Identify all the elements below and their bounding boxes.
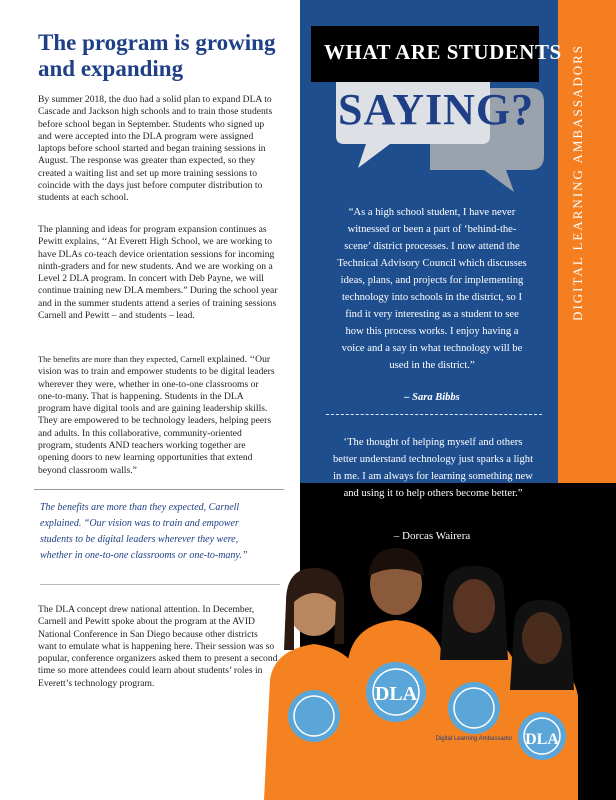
heading-banner-text: WHAT ARE STUDENTS [324,40,562,64]
saying-heading: SAYING? [338,85,535,134]
quote-attribution: – Dorcas Wairera [393,530,471,542]
orange-sidebar [558,0,616,483]
divider [40,584,280,585]
student-photo [262,540,578,800]
left-column [0,0,300,800]
body-paragraph: The DLA concept drew national attention. In December, Carnell and Pewitt spoke about the program at the AVID National Conference in San Diego because other districts want to emulate what is happening here. Their session was so popular, conference organizers asked them to present a second time so more attendees could learn about students’ roles in Everett’s technology program. [38,604,278,689]
student-quote: ‘The thought of helping myself and others better understand technology just sparks a light in me. I am always for learning something new and using it to help others become better.” [332,437,534,499]
divider [34,489,284,490]
shirt-logo-text: DLA [525,731,559,748]
paragraph-text: explained. ‘‘Our vision was to train and empower students to be digital leaders wherever they were, whether in one-to-one classrooms or one-to-many. That is happening. Students in the DLA program have digital tools and are gaining leadership skills. They are empowered to be technology leaders, helping peers and adults. In this collaborative, community-oriented program, students AND teachers working together are opening doors to new learning opportunities that extend beyond classroom walls.” [38,354,275,476]
small-lead-in: The benefits are more than they expected, Carnell [38,355,205,364]
dashed-divider [326,414,542,415]
body-paragraph [38,354,278,477]
body-paragraph: The planning and ideas for program expansion continues as Pewitt explains, ‘‘At Everett High School, we are working to have DLAs co-teach device orientation sessions for incoming ninth-graders and for new students. And we are working on a Level 2 DLA program. In concert with Deb Payne, we will continue training new DLA members.” During the school year and in the summer students attend a series of training sessions Carnell and Pewitt – and students – lead. [38,224,278,322]
article-title: The program is growing and expanding [38,30,276,81]
pull-quote: The benefits are more than they expected, Carnell explained. “Our vision was to train and empower students to be digital leaders wherever they were, whether in one-to-one classrooms or one-to-many.” [40,502,248,561]
quote-attribution: – Sara Bibbs [404,392,460,403]
body-paragraph: By summer 2018, the duo had a solid plan to expand DLA to Cascade and Jackson high schools and to train those students before school began in September. Students who signed up and were accepted into the DLA program were assigned laptops before school started and began training sessions in August. The response was greater than expected, so they created a waiting list and set up more training sessions to coincide with the days just before computer distribution to students at each school. [38,94,273,204]
sidebar-vertical-label: DIGITAL LEARNING AMBASSADORS [570,44,585,321]
shirt-logo-text: DLA [374,683,418,705]
student-figure [496,600,578,800]
student-quote: “As a high school student, I have never witnessed or been a part of ‘behind-the-scene’ district processes. I now attend the Technical Advisory Council which discusses ideas, plans, and projects for implementing technology into schools in the district, so I find it very interesting as a student to see how this process works. I enjoy having a voice and a say in what technology will be used in the district.” [337,207,527,371]
shirt-caption-text: Digital Learning Ambassador [435,736,513,742]
